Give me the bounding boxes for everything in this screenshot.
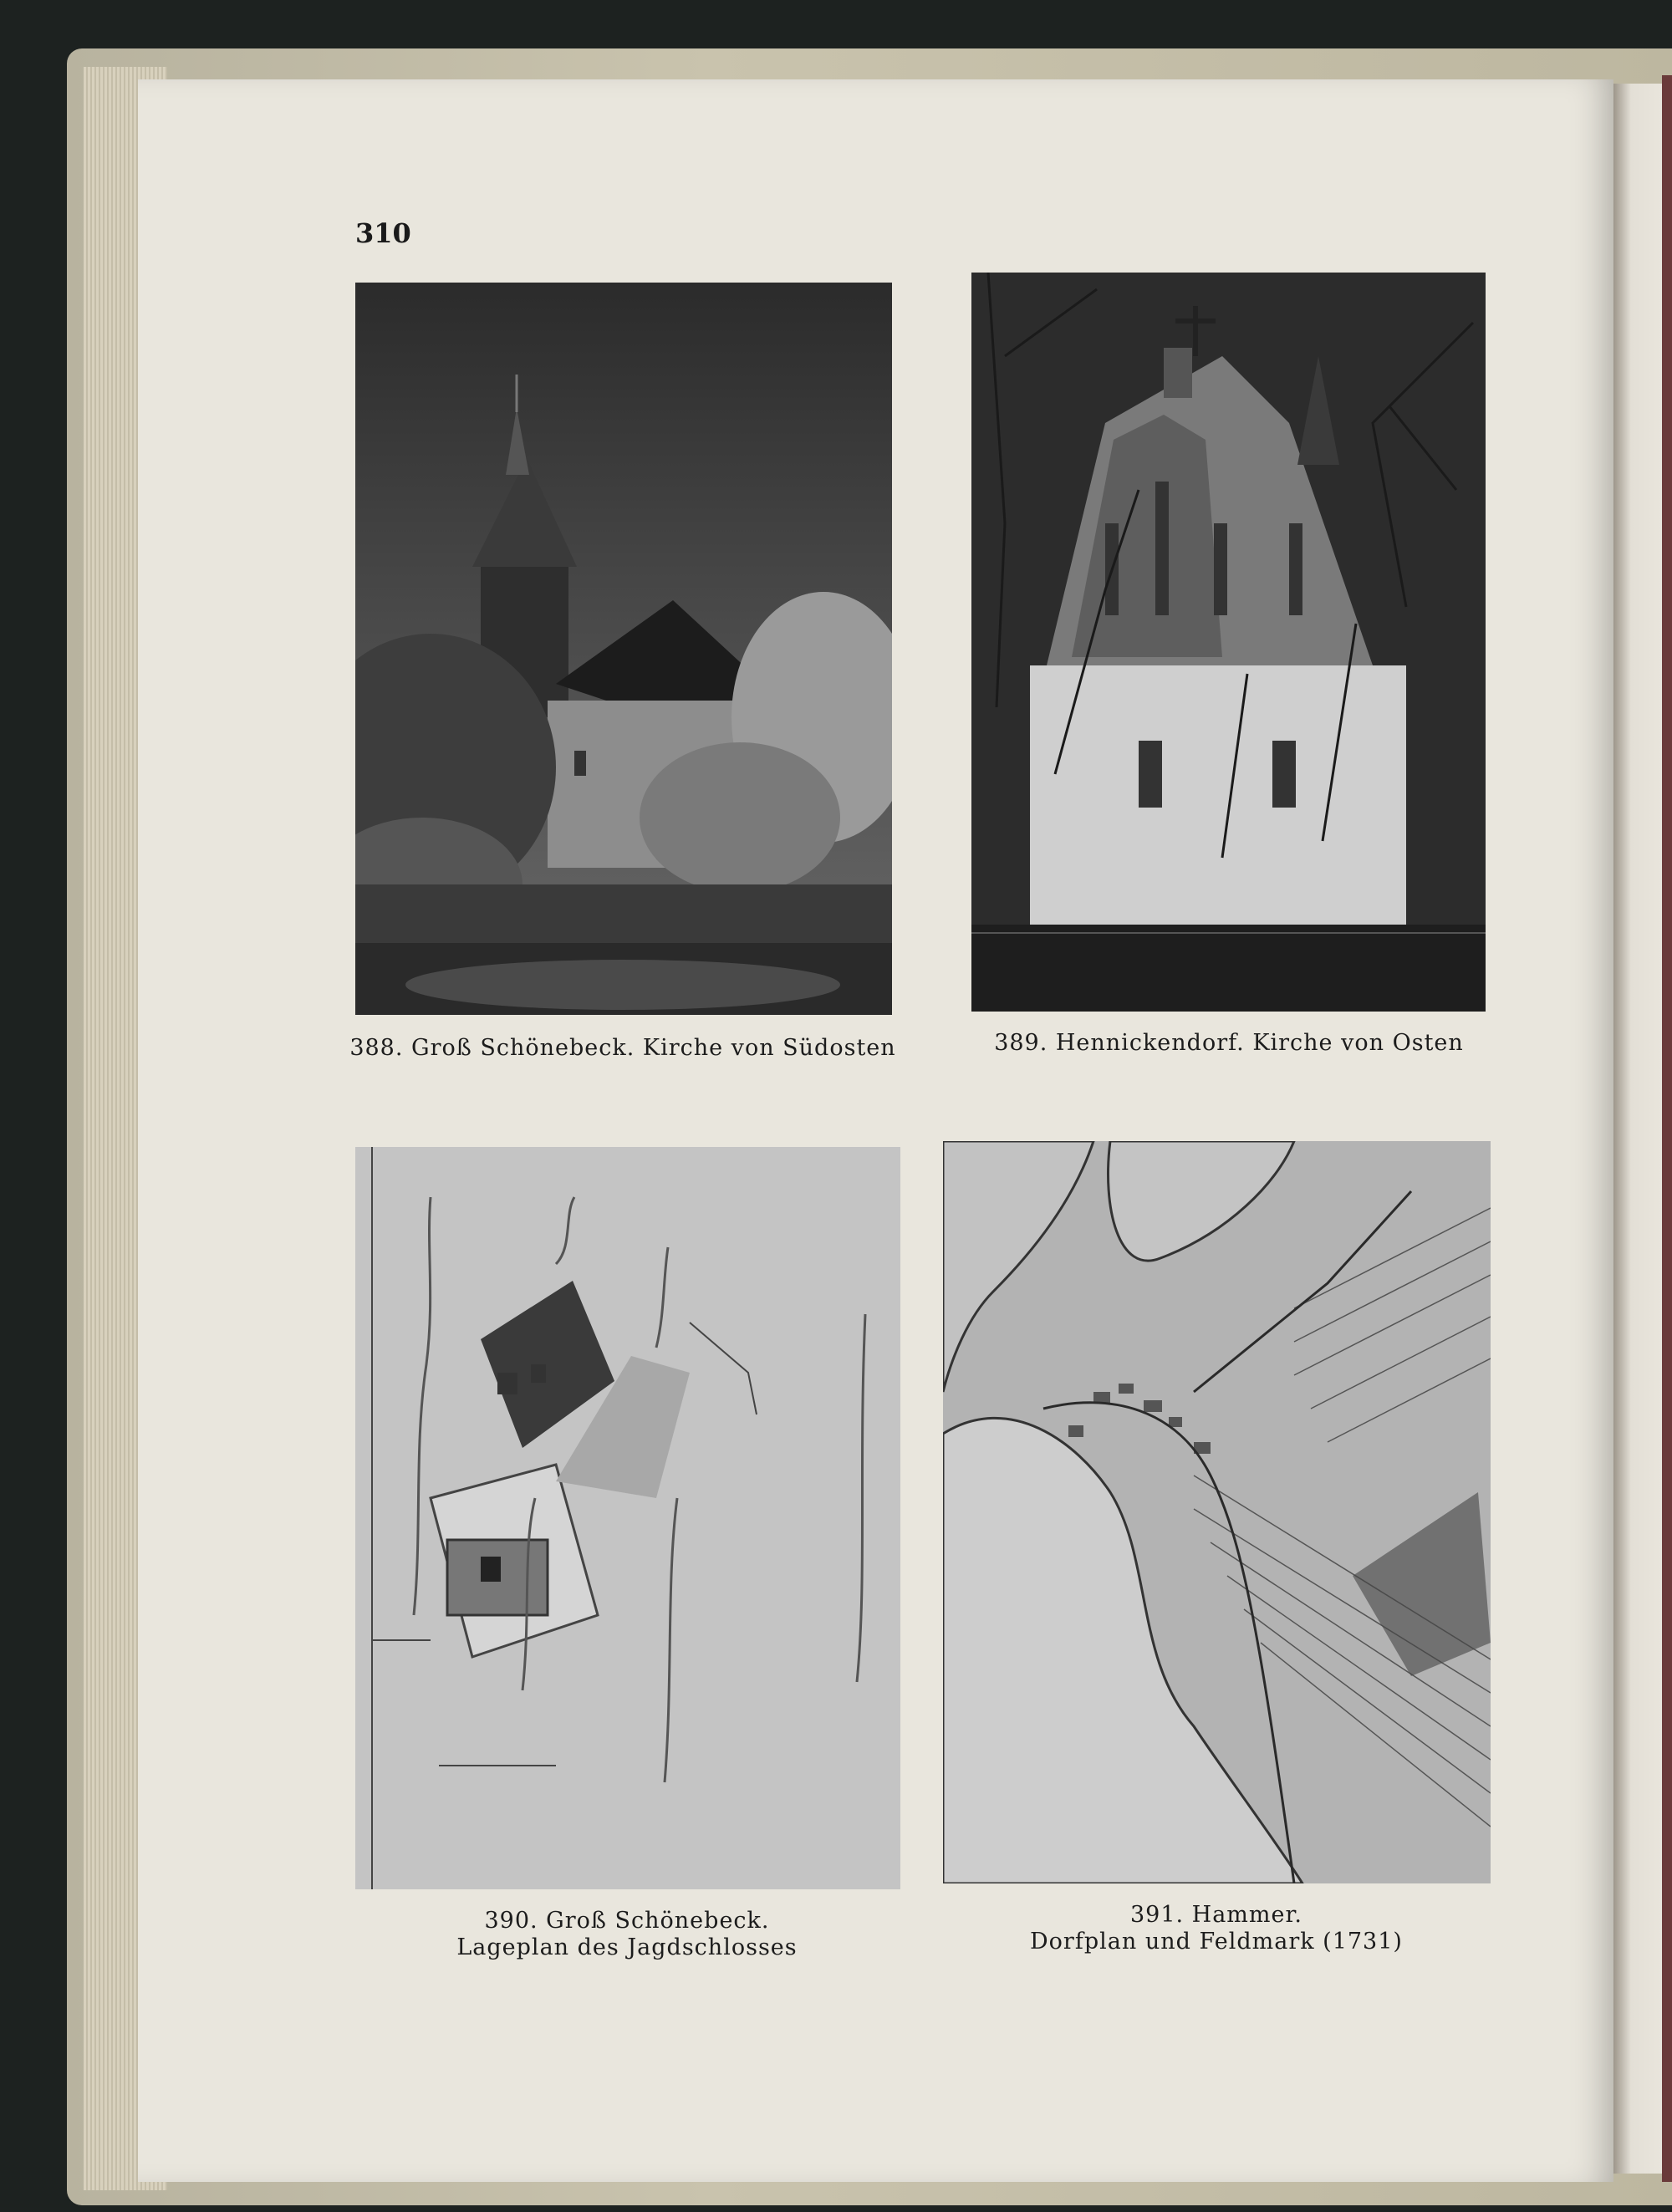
caption-388-text: 388. Groß Schönebeck. Kirche von Südosten [349,1035,896,1061]
caption-390 [359,1908,895,1961]
caption-391-line2: Dorfplan und Feldmark (1731) [1030,1929,1403,1955]
photo-390-site-plan [355,1147,900,1889]
caption-389-text: 389. Hennickendorf. Kirche von Osten [994,1030,1464,1056]
cover-edge-right [1662,75,1672,2182]
caption-390-line2: Lageplan des Jagdschlosses [456,1934,798,1960]
caption-389 [953,1030,1505,1057]
photo-388-church [355,283,892,1015]
photo-389-church [971,273,1486,1012]
photo-391-village-map [943,1141,1491,1883]
caption-391-line1: 391. Hammer. [1129,1902,1303,1928]
caption-388 [339,1035,907,1062]
page-number: 310 [355,217,411,249]
caption-391 [945,1902,1488,1955]
caption-390-line1: 390. Groß Schönebeck. [484,1908,770,1934]
